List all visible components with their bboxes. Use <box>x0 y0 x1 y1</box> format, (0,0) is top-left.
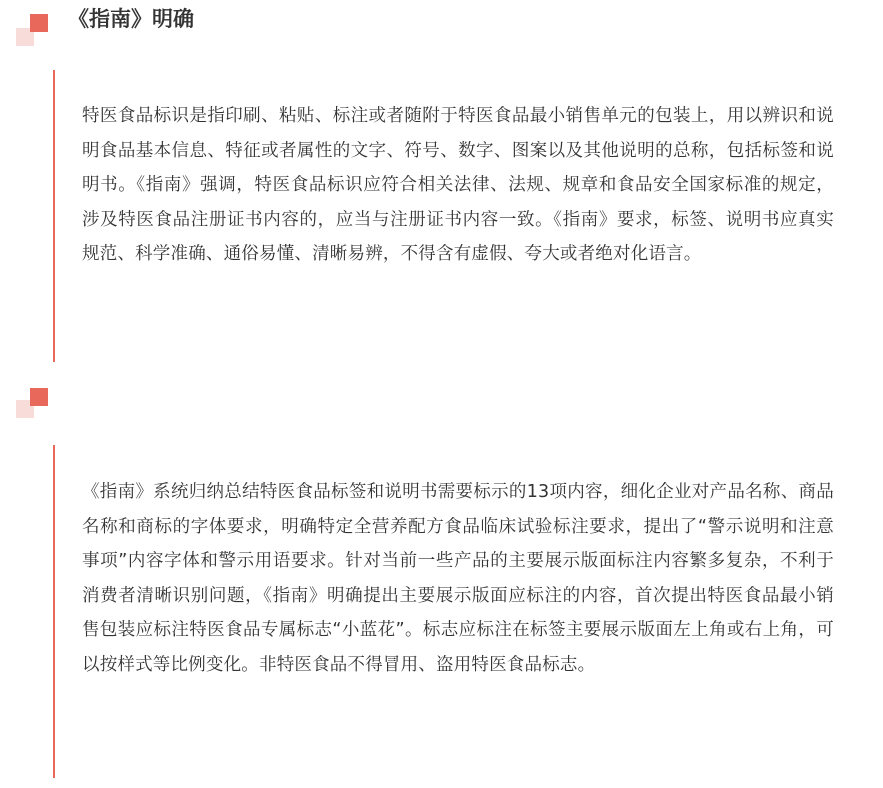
section-paragraph: 特医食品标识是指印刷、粘贴、标注或者随附于特医食品最小销售单元的包装上，用以辨识和说明食品基本信息、特征或者属性的文字、符号、数字、图案以及其他说明的总称，包括标签和说明书。《指南》强调，特医食品标识应符合相关法律、法规、规章和食品安全国家标准的规定，涉及特医食品注册证书内容的，应当与注册证书内容一致。《指南》要求，标签、说明书应真实规范、科学准确、通俗易懂、清晰易辨，不得含有虚假、夸大或者绝对化语言。 <box>82 106 834 265</box>
section-marker-icon <box>0 380 60 440</box>
section-heading: 《指南》明确 <box>68 7 194 31</box>
marker-main-square <box>30 388 48 406</box>
section-paragraph: 《指南》系统归纳总结特医食品标签和说明书需要标示的13项内容，细化企业对产品名称、商品名称和商标的字体要求，明确特定全营养配方食品临床试验标注要求，提出了“警示说明和注意事项”内容字体和警示用语要求。针对当前一些产品的主要展示版面标注内容繁多复杂，不利于消费者清晰识别问题，《指南》明确提出主要展示版面应标注的内容，首次提出特医食品最小销售包装应标注特医食品专属标志“小蓝花”。标志应标注在标签主要展示版面左上角或右上角，可以按样式等比例变化。非特医食品不得冒用、盗用特医食品标志。 <box>82 482 834 675</box>
section-divider-line <box>53 70 55 362</box>
marker-main-square <box>30 14 48 32</box>
section-marker-icon <box>0 0 60 60</box>
section-divider-line <box>53 445 55 778</box>
